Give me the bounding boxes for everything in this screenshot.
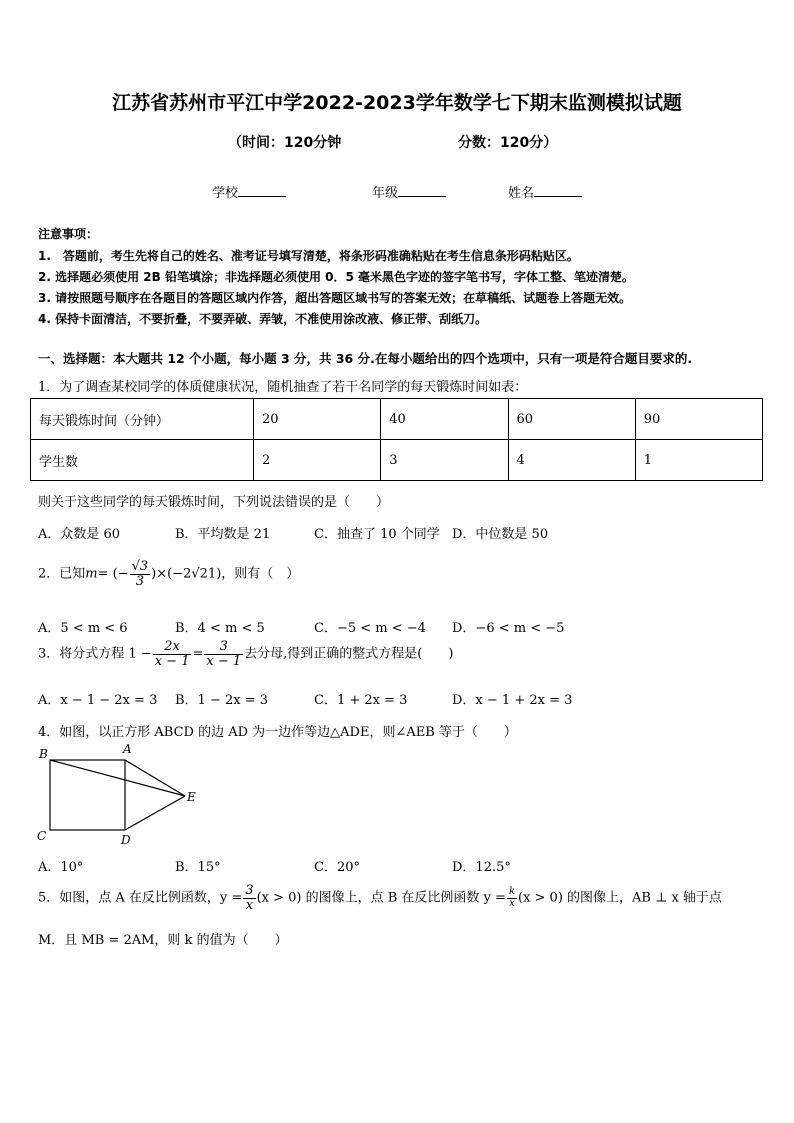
q5-denominator-2: x xyxy=(509,897,515,909)
table-cell: 2 xyxy=(254,440,381,481)
q3-option-a: A．x − 1 − 2x = 3 xyxy=(38,693,158,708)
q2-numerator: √3 xyxy=(131,559,149,574)
q2-option-d: D．−6 < m < −5 xyxy=(452,621,565,636)
q3-suffix: 去分母,得到正确的整式方程是( ) xyxy=(244,646,454,662)
label-a: A xyxy=(123,742,132,756)
label-e: E xyxy=(187,790,196,804)
label-b: B xyxy=(39,747,48,761)
q2-var-m: m xyxy=(85,566,98,582)
q5-line2: M．且 MB = 2AM，则 k 的值为（ ） xyxy=(38,933,288,948)
q5-stem xyxy=(38,884,722,912)
table-cell: 3 xyxy=(381,440,508,481)
school-field xyxy=(212,182,286,201)
grade-label: 年级 xyxy=(372,186,399,201)
q3-eq: = xyxy=(192,646,204,662)
table-cell: 学生数 xyxy=(31,440,254,481)
school-blank xyxy=(238,184,286,197)
table-cell: 4 xyxy=(508,440,635,481)
exam-time: （时间：120分钟 xyxy=(228,135,342,151)
q2-option-a: A．5 < m < 6 xyxy=(38,621,128,636)
q2-stem xyxy=(38,560,299,588)
q2-fraction xyxy=(130,560,151,588)
q2-option-b: B．4 < m < 5 xyxy=(175,621,265,636)
q5-denominator-1: x xyxy=(245,897,254,913)
label-c: C xyxy=(37,829,47,843)
q2-mid: )×(−2 xyxy=(151,566,192,582)
q1-option-b: B．平均数是 21 xyxy=(175,527,271,542)
grade-blank xyxy=(398,184,446,197)
segment-de xyxy=(125,796,185,830)
notice-heading: 注意事项： xyxy=(38,227,99,241)
q4-stem: 4．如图，以正方形 ABCD 的边 AD 为一边作等边△ADE，则∠AEB 等于（ ） xyxy=(38,725,517,740)
q1-option-a: A．众数是 60 xyxy=(38,527,121,542)
q1-stem: 1．为了调查某校同学的体质健康状况，随机抽查了若干名同学的每天锻炼时间如表： xyxy=(38,380,528,395)
q3-denominator-1: x − 1 xyxy=(154,653,190,669)
q5-cond1: (x > 0) 的图像上，点 B 在反比例函数 y = xyxy=(256,890,506,906)
notice-item: 1. 答题前，考生先将自己的姓名、准考证号填写清楚，将条形码准确粘贴在考生信息条形码粘贴区。 xyxy=(38,249,579,263)
q5-cond2: (x > 0) 的图像上，AB ⊥ x 轴于点 xyxy=(518,890,722,906)
q5-part1: 5．如图，点 A 在反比例函数，y = xyxy=(38,890,243,906)
segment-ae xyxy=(125,760,185,796)
table-row xyxy=(31,440,763,481)
q5-fraction-2 xyxy=(507,887,517,909)
notice-item: 3. 请按照题号顺序在各题目的答题区域内作答，超出答题区域书写的答案无效；在草稿纸、试题卷上答题无效。 xyxy=(38,291,632,305)
notice-item: 2. 选择题必须使用 2B 铅笔填涂；非选择题必须使用 0．5 毫米黑色字迹的签字笔书写，字体工整、笔迹清楚。 xyxy=(38,270,634,284)
q3-fraction-2 xyxy=(204,640,243,668)
table-cell: 40 xyxy=(381,399,508,440)
q1-option-c: C．抽查了 10 个同学 xyxy=(314,527,440,542)
q4-option-a: A．10° xyxy=(38,860,84,875)
table-cell: 90 xyxy=(635,399,762,440)
name-blank xyxy=(534,184,582,197)
q3-fraction-1 xyxy=(153,640,192,668)
q5-numerator-1: 3 xyxy=(245,883,254,898)
q1-option-d: D．中位数是 50 xyxy=(452,527,549,542)
exam-score: 分数：120分） xyxy=(458,135,558,151)
q4-option-d: D．12.5° xyxy=(452,860,511,875)
q2-eq: = (− xyxy=(97,566,129,582)
name-field xyxy=(508,182,582,201)
q3-denominator-2: x − 1 xyxy=(206,653,242,669)
q2-denominator: 3 xyxy=(135,573,145,589)
q1-table xyxy=(30,398,763,481)
q3-stem xyxy=(38,640,453,668)
q4-figure xyxy=(30,740,210,850)
label-d: D xyxy=(121,833,131,847)
q3-option-d: D．x − 1 + 2x = 3 xyxy=(452,693,573,708)
q2-end: )，则有（ ） xyxy=(216,566,300,582)
name-label: 姓名 xyxy=(508,186,535,201)
q1-question: 则关于这些同学的每天锻炼时间，下列说法错误的是（ ） xyxy=(38,495,390,510)
table-cell: 20 xyxy=(254,399,381,440)
q5-numerator-2: k xyxy=(508,886,515,898)
segment-be xyxy=(50,760,185,796)
q3-numerator-1: 2x xyxy=(153,640,192,655)
q3-option-c: C．1 + 2x = 3 xyxy=(314,693,408,708)
table-row xyxy=(31,399,763,440)
section-heading: 一、选择题：本大题共 12 个小题，每小题 3 分，共 36 分.在每小题给出的四个选项中，只有一项是符合题目要求的. xyxy=(38,351,693,366)
q4-option-c: C．20° xyxy=(314,860,360,875)
table-cell: 每天锻炼时间（分钟） xyxy=(31,399,254,440)
q3-prefix: 3．将分式方程 1 − xyxy=(38,646,152,662)
table-cell: 60 xyxy=(508,399,635,440)
q2-prefix: 2．已知 xyxy=(38,566,86,582)
q3-option-b: B．1 − 2x = 3 xyxy=(175,693,269,708)
table-cell: 1 xyxy=(635,440,762,481)
grade-field xyxy=(372,182,446,201)
page-title: 江苏省苏州市平江中学2022-2023学年数学七下期末监测模拟试题 xyxy=(112,92,682,114)
notice-item: 4. 保持卡面清洁，不要折叠，不要弄破、弄皱，不准使用涂改液、修正带、刮纸刀。 xyxy=(38,312,488,326)
q2-option-c: C．−5 < m < −4 xyxy=(314,621,426,636)
q2-sqrt21: √21 xyxy=(191,566,217,582)
school-label: 学校 xyxy=(212,186,239,201)
q3-numerator-2: 3 xyxy=(204,640,243,655)
q5-fraction-1 xyxy=(243,884,255,912)
q4-option-b: B．15° xyxy=(175,860,221,875)
